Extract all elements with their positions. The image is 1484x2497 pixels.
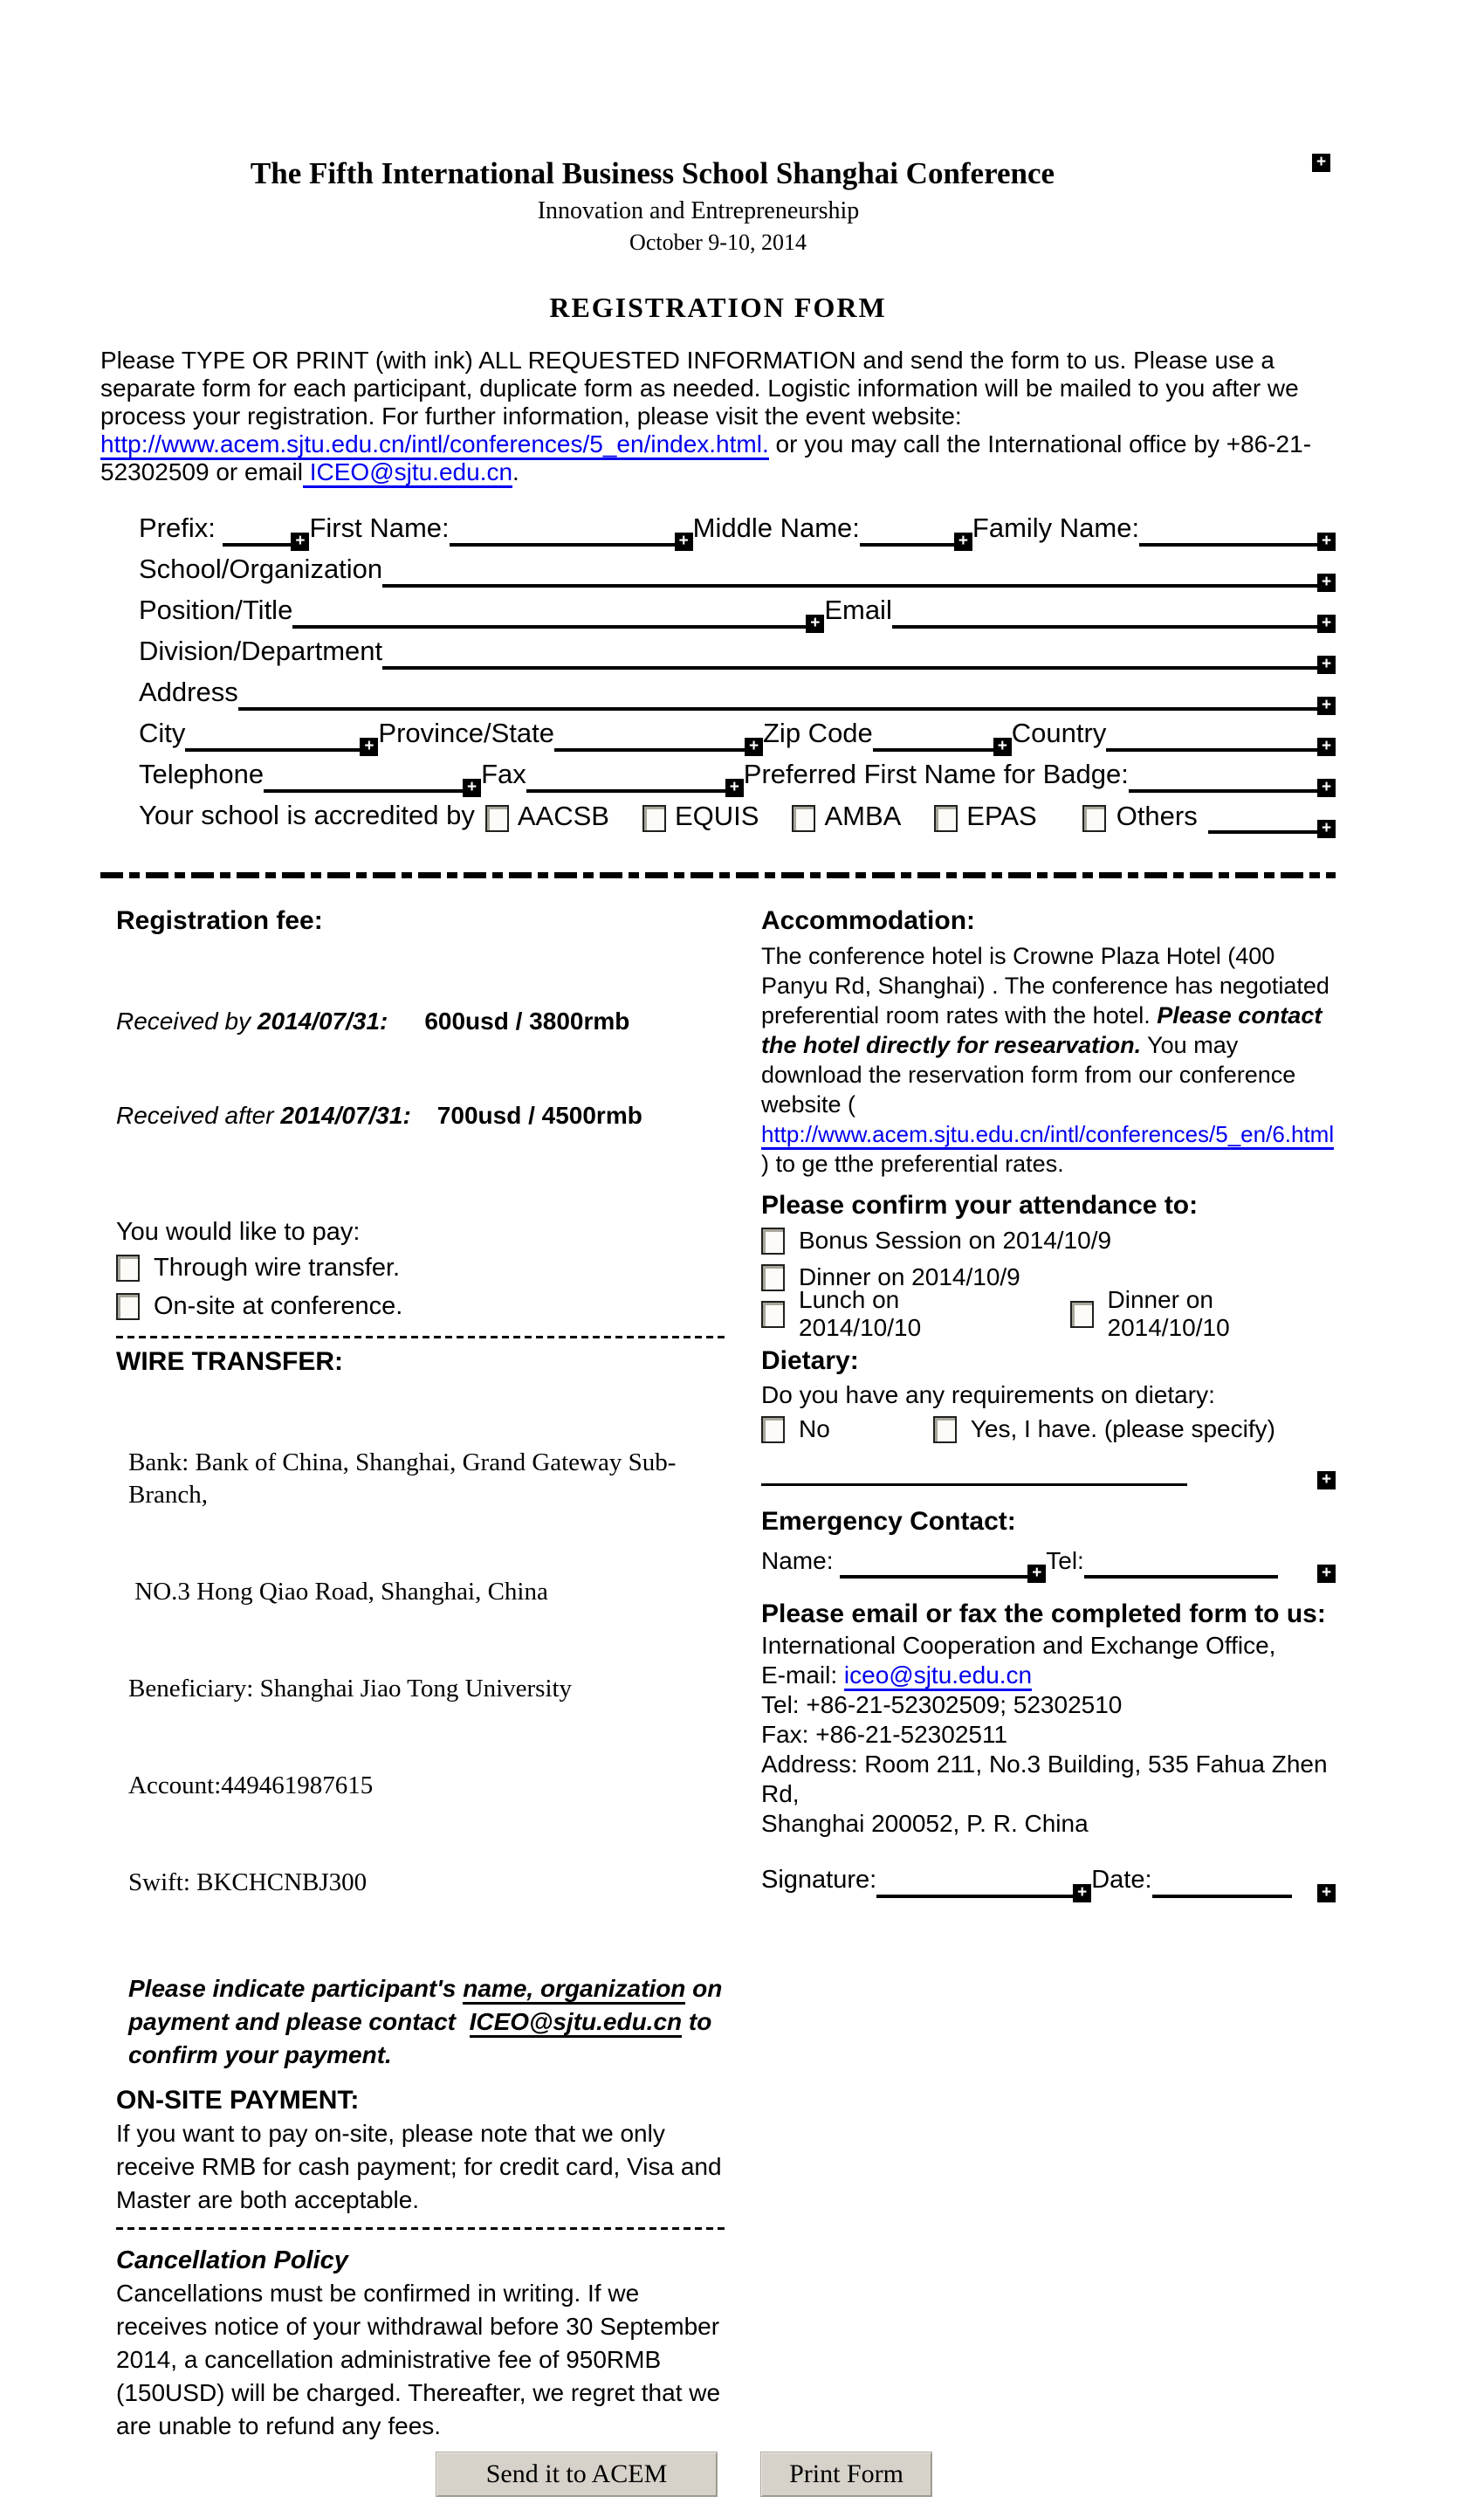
first-name-label: First Name: (309, 512, 450, 543)
telephone-field[interactable] (264, 760, 463, 793)
pay-onsite-option (116, 1287, 727, 1325)
dinner-oct9-checkbox[interactable] (761, 1264, 785, 1291)
section-divider (100, 872, 1336, 878)
name-row (100, 506, 1336, 550)
accommodation-body (761, 941, 1336, 1179)
form-field-marker-icon: + (1317, 656, 1336, 674)
contact-email-link[interactable]: iceo@sjtu.edu.cn (844, 1661, 1032, 1691)
form-field-marker-icon: + (725, 779, 744, 797)
address-line-1: Address: Room 211, No.3 Building, 535 Fahua Zhen Rd, (761, 1751, 1328, 1807)
signature-label: Signature: (761, 1866, 877, 1894)
fee-line-early (116, 1006, 727, 1037)
division-department-label: Division/Department (139, 636, 383, 666)
bank-details (116, 1382, 727, 1964)
lunch-oct10-label: Lunch on 2014/10/10 (799, 1286, 922, 1341)
emergency-name-field[interactable] (840, 1545, 1027, 1579)
others-label: Others (1116, 801, 1198, 831)
dinner-oct9-label: Dinner on 2014/10/9 (799, 1263, 1020, 1290)
send-to-acem-button[interactable]: Send it to ACEM (436, 2452, 718, 2497)
address-line-2: Shanghai 200052, P. R. China (761, 1810, 1089, 1837)
form-field-marker-icon: + (1317, 697, 1336, 715)
dinner-oct10-label: Dinner on 2014/10/10 (1107, 1286, 1230, 1341)
telephone-row (100, 752, 1336, 796)
conference-subtitle: Innovation and Entrepreneurship (537, 197, 860, 224)
form-field-marker-icon: + (1027, 1565, 1046, 1583)
intro-text-3: . (512, 458, 519, 485)
dietary-no-checkbox[interactable] (761, 1416, 785, 1443)
account-line: Account:449461987615 (128, 1771, 374, 1799)
form-field-marker-icon: + (1317, 779, 1336, 797)
dietary-specify-row (761, 1460, 1336, 1489)
city-row (100, 711, 1336, 755)
form-field-marker-icon: + (954, 533, 972, 551)
registration-fee-heading: Registration fee: (116, 906, 323, 935)
oct10-options (761, 1286, 1336, 1341)
prefix-label: Prefix: (139, 512, 223, 543)
fee-lines (116, 943, 727, 1194)
attendance-heading: Please confirm your attendance to: (761, 1191, 1199, 1220)
middle-name-label: Middle Name: (692, 512, 860, 543)
dietary-heading: Dietary: (761, 1346, 859, 1375)
note-underlined-text: name, organization (463, 1975, 685, 2005)
pay-onsite-label: On-site at conference. (154, 1291, 403, 1320)
note-text-2: on payment and please contact (128, 1975, 730, 2035)
family-name-label: Family Name: (972, 512, 1140, 543)
province-state-field[interactable] (554, 719, 745, 752)
note-text-3: to confirm your payment. (128, 2008, 719, 2068)
address-row (100, 670, 1336, 714)
document-header (100, 154, 1336, 324)
note-text-1: Please indicate participant's (128, 1975, 464, 2002)
cancellation-heading: Cancellation Policy (116, 2246, 348, 2274)
country-label: Country (1011, 718, 1107, 748)
payment-column (100, 905, 730, 2443)
received-after-label: Received after (116, 1102, 281, 1129)
province-state-label: Province/State (378, 718, 554, 748)
signature-field[interactable] (876, 1865, 1073, 1898)
received-after-date: 2014/07/31: (280, 1102, 411, 1129)
city-field[interactable] (185, 719, 360, 752)
fax-label: Fax (481, 759, 526, 789)
action-buttons (436, 2452, 1336, 2497)
email-label: Email (824, 595, 892, 625)
left-divider (116, 1336, 727, 1338)
form-field-marker-icon: + (1317, 1884, 1336, 1902)
form-fields-section (100, 506, 1336, 837)
form-field-marker-icon: + (1073, 1884, 1091, 1902)
family-name-field[interactable] (1139, 513, 1317, 547)
form-field-marker-icon: + (745, 738, 763, 756)
aacsb-label: AACSB (517, 801, 609, 831)
dietary-no-label: No (799, 1415, 830, 1442)
emergency-contact-heading: Emergency Contact: (761, 1507, 1016, 1536)
info-column (761, 905, 1336, 1902)
intro-text-1: Please TYPE OR PRINT (with ink) ALL REQUESTED INFORMATION and send the form to us. Please use a separate form for each participant, duplicate form as needed. Logistic information will be mailed to you after we process your registration. For further information, please visit the event website: (100, 347, 1299, 430)
emergency-name-label: Name: (761, 1547, 841, 1574)
amba-checkbox[interactable] (792, 805, 815, 832)
school-organization-field[interactable] (382, 554, 1317, 588)
note-email-text: ICEO@sjtu.edu.cn (470, 2008, 683, 2038)
bonus-session-label: Bonus Session on 2014/10/9 (799, 1227, 1112, 1254)
others-field[interactable] (1208, 801, 1317, 834)
form-field-marker-icon: + (806, 615, 824, 633)
school-organization-label: School/Organization (139, 554, 383, 584)
pay-onsite-checkbox[interactable] (116, 1293, 140, 1320)
pay-wire-label: Through wire transfer. (154, 1253, 401, 1282)
dietary-specify-field[interactable] (761, 1463, 1187, 1486)
form-field-marker-icon: + (1317, 533, 1336, 551)
signature-row (761, 1856, 1336, 1902)
accommodation-text-2: You may download the reservation form from our conference website ( (761, 1032, 1296, 1118)
form-field-marker-icon: + (993, 738, 1012, 756)
fax-field[interactable] (526, 760, 725, 793)
amba-label: AMBA (824, 801, 902, 831)
bank-line-2: NO.3 Hong Qiao Road, Shanghai, China (128, 1578, 548, 1606)
cancellation-body: Cancellations must be confirmed in writing. If we receives notice of your withdrawal before 30 September 2014, a cancellation administrative fee of 950RMB (150USD) will be charged. Thereafter, we regret that we are unable to refund any fees. (116, 2280, 721, 2439)
email-line (761, 1661, 1336, 1690)
division-row (100, 629, 1336, 673)
equis-label: EQUIS (674, 801, 759, 831)
badge-name-field[interactable] (1129, 760, 1317, 793)
swift-line: Swift: BKCHCNBJ300 (128, 1868, 368, 1896)
dietary-options (761, 1411, 1336, 1448)
event-website-link[interactable]: http://www.acem.sjtu.edu.cn/intl/conferences/5_en/index.html. (100, 430, 769, 460)
email-field[interactable] (892, 595, 1317, 629)
position-title-label: Position/Title (139, 595, 293, 625)
division-department-field[interactable] (382, 636, 1317, 670)
dinner-oct10-checkbox[interactable] (1070, 1301, 1094, 1328)
accommodation-link[interactable]: http://www.acem.sjtu.edu.cn/intl/conferences/5_en/6.html (761, 1121, 1334, 1150)
telephone-label: Telephone (139, 759, 265, 789)
accreditation-row (100, 793, 1336, 837)
tel-line: Tel: +86-21-52302509; 52302510 (761, 1691, 1123, 1718)
office-line: International Cooperation and Exchange Office, (761, 1632, 1276, 1659)
city-label: City (139, 718, 186, 748)
form-field-marker-icon: + (1317, 1471, 1336, 1489)
form-field-marker-icon: + (1317, 574, 1336, 592)
submit-contact-details (761, 1631, 1336, 1839)
position-email-row (100, 588, 1336, 632)
date-field[interactable] (1152, 1865, 1292, 1898)
accommodation-bold-text: Please contact the hotel directly for researvation. (761, 1002, 1323, 1058)
form-field-marker-icon: + (1312, 154, 1330, 172)
bonus-session-option (761, 1222, 1336, 1259)
fax-line: Fax: +86-21-52302511 (761, 1721, 1008, 1748)
pay-wire-option (116, 1248, 727, 1287)
intro-email-link[interactable]: ICEO@sjtu.edu.cn (303, 458, 512, 488)
emergency-tel-label: Tel: (1046, 1547, 1084, 1574)
accommodation-text-3: ) to ge tthe preferential rates. (761, 1151, 1064, 1177)
received-after-amount: 700usd / 4500rmb (436, 1102, 642, 1129)
received-by-amount: 600usd / 3800rmb (424, 1008, 630, 1035)
conference-date: October 9-10, 2014 (629, 230, 807, 255)
left-divider (116, 2227, 727, 2230)
lunch-oct10-checkbox[interactable] (761, 1301, 785, 1328)
others-checkbox[interactable] (1082, 805, 1106, 832)
pay-prompt: You would like to pay: (116, 1218, 361, 1246)
bonus-session-checkbox[interactable] (761, 1228, 785, 1255)
prefix-field[interactable] (223, 513, 291, 547)
onsite-payment-body: If you want to pay on-site, please note that we only receive RMB for cash payment; for credit card, Visa and Master are both acceptable. (116, 2120, 722, 2213)
form-field-marker-icon: + (675, 533, 693, 551)
onsite-payment-heading: ON-SITE PAYMENT: (116, 2086, 360, 2115)
form-field-marker-icon: + (360, 738, 378, 756)
form-field-marker-icon: + (463, 779, 481, 797)
middle-name-field[interactable] (860, 513, 954, 547)
received-by-date: 2014/07/31: (257, 1008, 388, 1035)
aacsb-checkbox[interactable] (485, 805, 509, 832)
school-row (100, 547, 1336, 591)
intro-text-2: or you may call the International office by +86-21-52302509 or email (100, 430, 1312, 485)
position-title-field[interactable] (292, 595, 806, 629)
form-field-marker-icon: + (1317, 1565, 1336, 1583)
bank-line-1: Bank: Bank of China, Shanghai, Grand Gateway Sub-Branch, (128, 1448, 677, 1509)
form-field-marker-icon: + (1317, 738, 1336, 756)
dietary-prompt: Do you have any requirements on dietary: (761, 1381, 1215, 1408)
equis-checkbox[interactable] (642, 805, 666, 832)
epas-label: EPAS (966, 801, 1037, 831)
wire-transfer-heading: WIRE TRANSFER: (116, 1347, 343, 1376)
emergency-contact-row (761, 1538, 1336, 1582)
epas-checkbox[interactable] (934, 805, 958, 832)
form-field-marker-icon: + (1317, 615, 1336, 633)
address-label: Address (139, 677, 238, 707)
fee-line-late (116, 1100, 727, 1132)
submit-heading: Please email or fax the completed form to us: (761, 1599, 1326, 1628)
intro-paragraph (100, 347, 1336, 486)
dietary-yes-checkbox[interactable] (933, 1416, 957, 1443)
beneficiary-line: Beneficiary: Shanghai Jiao Tong University (128, 1675, 573, 1702)
accredited-by-label: Your school is accredited by (139, 800, 475, 830)
print-form-button[interactable]: Print Form (760, 2452, 932, 2497)
accommodation-heading: Accommodation: (761, 906, 976, 935)
form-field-marker-icon: + (291, 533, 309, 551)
contact-email-label: E-mail: (761, 1661, 844, 1689)
emergency-tel-field[interactable] (1084, 1545, 1278, 1579)
address-field[interactable] (238, 678, 1317, 711)
first-name-field[interactable] (450, 513, 675, 547)
pay-wire-checkbox[interactable] (116, 1255, 140, 1282)
conference-title: The Fifth International Business School Shanghai Conference (250, 156, 1055, 190)
dietary-yes-label: Yes, I have. (please specify) (970, 1415, 1275, 1442)
zip-code-field[interactable] (873, 719, 993, 752)
zip-code-label: Zip Code (763, 718, 873, 748)
country-field[interactable] (1106, 719, 1317, 752)
page-title: REGISTRATION FORM (549, 292, 887, 323)
received-by-label: Received by (116, 1008, 258, 1035)
accommodation-text-1: The conference hotel is Crowne Plaza Hotel (400 Panyu Rd, Shanghai) . The conference has negotiated preferential room rates with the hotel. (761, 943, 1329, 1028)
form-field-marker-icon: + (1317, 820, 1336, 838)
date-label: Date: (1091, 1866, 1152, 1894)
badge-name-label: Preferred First Name for Badge: (743, 759, 1129, 789)
payment-note (116, 1972, 730, 2072)
